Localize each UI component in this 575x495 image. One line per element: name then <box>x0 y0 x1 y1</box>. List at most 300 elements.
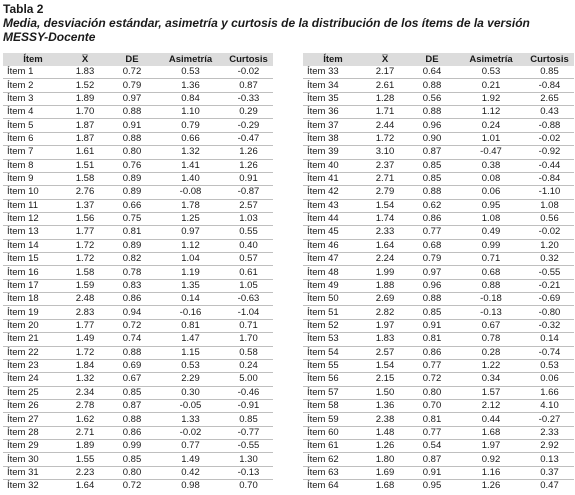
cell-skewness: 0.34 <box>457 373 525 386</box>
cell-skewness: 1.12 <box>157 239 224 252</box>
cell-item: Ítem 57 <box>303 386 363 399</box>
cell-mean: 1.50 <box>363 386 407 399</box>
cell-skewness: 1.57 <box>457 386 525 399</box>
cell-item: Ítem 60 <box>303 426 363 439</box>
cell-sd: 0.88 <box>407 106 457 119</box>
cell-kurtosis: 0.37 <box>525 466 574 479</box>
cell-kurtosis: -0.02 <box>525 132 574 145</box>
cell-sd: 0.88 <box>107 106 157 119</box>
cell-kurtosis: 0.24 <box>224 359 273 372</box>
cell-skewness: 1.68 <box>457 426 525 439</box>
cell-mean: 1.37 <box>63 199 107 212</box>
table-row <box>303 306 574 319</box>
table-row <box>3 293 273 306</box>
cell-mean: 2.34 <box>63 386 107 399</box>
cell-mean: 1.72 <box>63 253 107 266</box>
table-row <box>3 426 273 439</box>
cell-skewness: 1.40 <box>157 172 224 185</box>
cell-mean: 1.32 <box>63 373 107 386</box>
cell-item: Ítem 44 <box>303 212 363 225</box>
cell-sd: 0.85 <box>407 159 457 172</box>
table-row <box>303 413 574 426</box>
cell-mean: 2.78 <box>63 399 107 412</box>
cell-kurtosis: -0.21 <box>525 279 574 292</box>
cell-sd: 0.75 <box>107 212 157 225</box>
cell-sd: 0.96 <box>407 119 457 132</box>
cell-sd: 0.91 <box>407 466 457 479</box>
cell-item: Ítem 58 <box>303 399 363 412</box>
cell-skewness: 1.04 <box>157 253 224 266</box>
cell-mean: 2.44 <box>363 119 407 132</box>
cell-sd: 0.81 <box>107 226 157 239</box>
cell-mean: 2.38 <box>363 413 407 426</box>
cell-skewness: 0.71 <box>457 253 525 266</box>
cell-item: Ítem 6 <box>3 132 63 145</box>
cell-sd: 0.79 <box>407 253 457 266</box>
cell-skewness: 1.35 <box>157 279 224 292</box>
cell-sd: 0.54 <box>407 440 457 453</box>
cell-sd: 0.90 <box>407 132 457 145</box>
cell-skewness: -0.16 <box>157 306 224 319</box>
table-label: Tabla 2 <box>3 2 44 16</box>
cell-sd: 0.86 <box>407 212 457 225</box>
cell-skewness: 1.19 <box>157 266 224 279</box>
cell-kurtosis: 0.91 <box>224 172 273 185</box>
cell-mean: 1.54 <box>363 359 407 372</box>
table-row <box>3 199 273 212</box>
table-row <box>303 132 574 145</box>
table-row <box>3 212 273 225</box>
cell-kurtosis: 0.13 <box>525 453 574 466</box>
cell-sd: 0.80 <box>107 146 157 159</box>
cell-mean: 1.77 <box>63 226 107 239</box>
table-row <box>3 266 273 279</box>
cell-item: Ítem 48 <box>303 266 363 279</box>
cell-item: Ítem 53 <box>303 333 363 346</box>
table-row <box>303 199 574 212</box>
cell-item: Ítem 9 <box>3 172 63 185</box>
cell-skewness: 1.01 <box>457 132 525 145</box>
cell-sd: 0.89 <box>107 186 157 199</box>
cell-item: Ítem 43 <box>303 199 363 212</box>
table-row <box>303 92 574 105</box>
table-row <box>3 106 273 119</box>
cell-mean: 1.55 <box>63 453 107 466</box>
table-row <box>303 293 574 306</box>
cell-item: Ítem 45 <box>303 226 363 239</box>
cell-item: Ítem 27 <box>3 413 63 426</box>
header-sd: DE <box>407 53 457 66</box>
table-header-row <box>3 53 273 66</box>
cell-item: Ítem 24 <box>3 373 63 386</box>
cell-kurtosis: -0.69 <box>525 293 574 306</box>
cell-item: Ítem 37 <box>303 119 363 132</box>
cell-mean: 1.70 <box>63 106 107 119</box>
cell-item: Ítem 17 <box>3 279 63 292</box>
table-row <box>3 172 273 185</box>
cell-item: Ítem 54 <box>303 346 363 359</box>
cell-skewness: 1.10 <box>157 106 224 119</box>
table-row <box>3 359 273 372</box>
cell-sd: 0.72 <box>122 480 142 492</box>
table-row <box>3 453 273 466</box>
cell-item: Ítem 34 <box>303 79 363 92</box>
cell-kurtosis: -0.88 <box>525 119 574 132</box>
cell-mean: 2.71 <box>63 426 107 439</box>
cell-sd: 0.88 <box>107 346 157 359</box>
cell-skewness: 1.16 <box>457 466 525 479</box>
cell-mean: 1.97 <box>363 319 407 332</box>
cell-kurtosis: 0.29 <box>224 106 273 119</box>
cell-skewness: 0.92 <box>457 453 525 466</box>
cell-skewness: 0.42 <box>157 466 224 479</box>
cell-item: Ítem 26 <box>3 399 63 412</box>
cell-kurtosis: 0.57 <box>224 253 273 266</box>
cell-kurtosis: -0.44 <box>525 159 574 172</box>
cell-item: Ítem 62 <box>303 453 363 466</box>
cell-item: Ítem 31 <box>3 466 63 479</box>
cell-sd: 0.85 <box>107 453 157 466</box>
cell-kurtosis: 0.53 <box>525 359 574 372</box>
cell-skewness: 1.22 <box>457 359 525 372</box>
table-row <box>303 253 574 266</box>
cell-kurtosis: 2.92 <box>525 440 574 453</box>
cell-mean: 2.57 <box>363 346 407 359</box>
table-row <box>303 279 574 292</box>
cell-sd: 0.80 <box>107 466 157 479</box>
cell-skewness: 1.25 <box>157 212 224 225</box>
cell-skewness: 0.95 <box>457 199 525 212</box>
cell-mean: 1.54 <box>363 199 407 212</box>
cell-mean: 1.87 <box>63 119 107 132</box>
table-row <box>3 373 273 386</box>
cell-kurtosis: 1.03 <box>224 212 273 225</box>
table-row <box>3 66 273 79</box>
cell-sd: 0.99 <box>107 440 157 453</box>
cell-item: Ítem 61 <box>303 440 363 453</box>
cell-skewness: 1.36 <box>157 79 224 92</box>
cell-skewness: 0.21 <box>457 79 525 92</box>
cell-skewness: 1.08 <box>457 212 525 225</box>
table-row <box>303 79 574 92</box>
table-header-row <box>303 53 574 66</box>
cell-sd: 0.69 <box>107 359 157 372</box>
cell-mean: 1.58 <box>63 266 107 279</box>
cell-kurtosis: -0.55 <box>224 440 273 453</box>
cell-skewness: 0.77 <box>157 440 224 453</box>
cell-item: Ítem 20 <box>3 319 63 332</box>
cell-item: Ítem 25 <box>3 386 63 399</box>
table-row <box>3 346 273 359</box>
cell-kurtosis: 2.33 <box>525 426 574 439</box>
cell-skewness: 1.33 <box>157 413 224 426</box>
cell-kurtosis: -0.74 <box>525 346 574 359</box>
cell-kurtosis: 0.61 <box>224 266 273 279</box>
table-row <box>3 159 273 172</box>
cell-item: Ítem 7 <box>3 146 63 159</box>
cell-skewness: -0.05 <box>157 399 224 412</box>
cell-mean: 2.79 <box>363 186 407 199</box>
cell-skewness: 0.24 <box>457 119 525 132</box>
cell-mean: 1.62 <box>63 413 107 426</box>
cell-skewness: 0.53 <box>157 66 224 79</box>
cell-kurtosis: 0.56 <box>525 212 574 225</box>
cell-kurtosis: 0.58 <box>224 346 273 359</box>
table-row <box>303 333 574 346</box>
cell-skewness: 1.78 <box>157 199 224 212</box>
cell-kurtosis: 1.20 <box>525 239 574 252</box>
cell-skewness: 0.88 <box>457 279 525 292</box>
cell-kurtosis: -0.29 <box>224 119 273 132</box>
cell-skewness: 1.49 <box>157 453 224 466</box>
cell-mean: 1.83 <box>63 66 107 79</box>
cell-sd: 0.77 <box>407 426 457 439</box>
cell-item: Ítem 23 <box>3 359 63 372</box>
cell-sd: 0.88 <box>407 79 457 92</box>
cell-item: Ítem 39 <box>303 146 363 159</box>
cell-mean: 1.26 <box>363 440 407 453</box>
table-row <box>3 480 273 493</box>
table-row <box>303 66 574 79</box>
cell-skewness: 1.97 <box>457 440 525 453</box>
cell-mean: 1.28 <box>363 92 407 105</box>
cell-sd: 0.81 <box>407 333 457 346</box>
cell-skewness: 1.26 <box>481 480 501 492</box>
cell-kurtosis: 1.26 <box>224 159 273 172</box>
header-skewness: Asimetría <box>157 53 224 66</box>
cell-skewness: 2.12 <box>457 399 525 412</box>
cell-item: Ítem 13 <box>3 226 63 239</box>
cell-sd: 0.97 <box>107 92 157 105</box>
cell-skewness: 0.08 <box>457 172 525 185</box>
table-row <box>3 92 273 105</box>
cell-mean: 2.17 <box>363 66 407 79</box>
cell-skewness: 1.32 <box>157 146 224 159</box>
cell-kurtosis: 0.55 <box>224 226 273 239</box>
cell-sd: 0.95 <box>422 480 442 492</box>
cell-mean: 1.87 <box>63 132 107 145</box>
cell-item: Ítem 19 <box>3 306 63 319</box>
cell-skewness: 0.66 <box>157 132 224 145</box>
cell-item: Ítem 52 <box>303 319 363 332</box>
table-row <box>303 266 574 279</box>
cell-mean: 2.33 <box>363 226 407 239</box>
cell-sd: 0.97 <box>407 266 457 279</box>
cell-sd: 0.81 <box>407 413 457 426</box>
cell-item: Ítem 14 <box>3 239 63 252</box>
cell-kurtosis: -0.87 <box>224 186 273 199</box>
cell-sd: 0.85 <box>107 386 157 399</box>
cell-item: Ítem 29 <box>3 440 63 453</box>
cell-kurtosis: 0.71 <box>224 319 273 332</box>
cell-item: Ítem 10 <box>3 186 63 199</box>
cell-sd: 0.72 <box>107 66 157 79</box>
cell-skewness: -0.18 <box>457 293 525 306</box>
cell-kurtosis: 0.87 <box>224 79 273 92</box>
cell-item: Ítem 15 <box>3 253 63 266</box>
cell-kurtosis: -0.13 <box>224 466 273 479</box>
header-kurtosis: Curtosis <box>525 53 574 66</box>
cell-kurtosis: -0.63 <box>224 293 273 306</box>
cell-mean: 2.69 <box>363 293 407 306</box>
cell-item: Ítem 51 <box>303 306 363 319</box>
cell-kurtosis: -0.77 <box>224 426 273 439</box>
cell-sd: 0.77 <box>407 359 457 372</box>
cell-kurtosis: 0.85 <box>525 66 574 79</box>
cell-mean: 1.71 <box>363 106 407 119</box>
table-row <box>303 399 574 412</box>
cell-mean: 1.64 <box>363 239 407 252</box>
table-row <box>303 466 574 479</box>
cell-sd: 0.72 <box>107 319 157 332</box>
cell-mean: 2.48 <box>63 293 107 306</box>
cell-skewness: -0.13 <box>457 306 525 319</box>
cell-item: Ítem 12 <box>3 212 63 225</box>
table-row <box>303 426 574 439</box>
cell-kurtosis: 1.05 <box>224 279 273 292</box>
header-mean: X̅ <box>63 53 107 66</box>
cell-item: Ítem 49 <box>303 279 363 292</box>
cell-item: Ítem 36 <box>303 106 363 119</box>
cell-skewness: 1.41 <box>157 159 224 172</box>
table-row <box>303 239 574 252</box>
cell-sd: 0.91 <box>107 119 157 132</box>
cell-skewness: -0.08 <box>157 186 224 199</box>
cell-skewness: 0.67 <box>457 319 525 332</box>
cell-item: Ítem 50 <box>303 293 363 306</box>
cell-item: Ítem 46 <box>303 239 363 252</box>
cell-mean: 1.56 <box>63 212 107 225</box>
cell-item: Ítem 30 <box>3 453 63 466</box>
cell-sd: 0.89 <box>107 172 157 185</box>
table-row <box>3 186 273 199</box>
table-caption <box>3 2 573 44</box>
cell-item: Ítem 11 <box>3 199 63 212</box>
cell-skewness: 1.47 <box>157 333 224 346</box>
cell-sd: 0.86 <box>107 426 157 439</box>
header-mean: X̅ <box>363 53 407 66</box>
cell-item: Ítem 21 <box>3 333 63 346</box>
table-row <box>3 132 273 145</box>
cell-mean: 1.72 <box>63 239 107 252</box>
table-row <box>303 146 574 159</box>
cell-item: Ítem 59 <box>303 413 363 426</box>
cell-kurtosis: 0.06 <box>525 373 574 386</box>
cell-mean: 1.51 <box>63 159 107 172</box>
table-title: Media, desviación estándar, asimetría y curtosis de la distribución de los ítems de la versión MESSY-Docente <box>3 16 530 44</box>
cell-item: Ítem 2 <box>3 79 63 92</box>
cell-item: Ítem 8 <box>3 159 63 172</box>
cell-mean: 2.37 <box>363 159 407 172</box>
table-row <box>303 172 574 185</box>
cell-kurtosis: -0.33 <box>224 92 273 105</box>
cell-item: Ítem 18 <box>3 293 63 306</box>
header-kurtosis: Curtosis <box>224 53 273 66</box>
cell-kurtosis: -0.92 <box>525 146 574 159</box>
cell-skewness: 0.28 <box>457 346 525 359</box>
header-item: Ítem <box>303 53 363 66</box>
cell-kurtosis: 0.47 <box>540 480 559 492</box>
cell-item: Ítem 28 <box>3 426 63 439</box>
cell-kurtosis: 0.40 <box>224 239 273 252</box>
cell-kurtosis: -0.55 <box>525 266 574 279</box>
cell-mean: 1.80 <box>363 453 407 466</box>
cell-mean: 2.15 <box>363 373 407 386</box>
cell-kurtosis: -0.02 <box>525 226 574 239</box>
cell-sd: 0.62 <box>407 199 457 212</box>
cell-sd: 0.77 <box>407 226 457 239</box>
cell-sd: 0.88 <box>107 132 157 145</box>
cell-sd: 0.85 <box>407 172 457 185</box>
cell-sd: 0.87 <box>407 453 457 466</box>
cell-sd: 0.67 <box>107 373 157 386</box>
cell-kurtosis: -0.84 <box>525 79 574 92</box>
table-row <box>3 333 273 346</box>
cell-skewness: 0.06 <box>457 186 525 199</box>
cell-mean: 1.64 <box>75 480 95 492</box>
cell-skewness: 0.81 <box>157 319 224 332</box>
cell-mean: 2.82 <box>363 306 407 319</box>
cell-skewness: 0.14 <box>157 293 224 306</box>
cell-kurtosis: 0.43 <box>525 106 574 119</box>
cell-item: Ítem 35 <box>303 92 363 105</box>
table-row <box>3 319 273 332</box>
table-row <box>303 453 574 466</box>
cell-skewness: 1.15 <box>157 346 224 359</box>
cell-kurtosis: 1.70 <box>224 333 273 346</box>
cell-mean: 1.88 <box>363 279 407 292</box>
cell-skewness: 0.68 <box>457 266 525 279</box>
cell-mean: 2.83 <box>63 306 107 319</box>
table-row <box>303 186 574 199</box>
cell-kurtosis: 2.57 <box>224 199 273 212</box>
cell-skewness: 0.38 <box>457 159 525 172</box>
cell-kurtosis: 1.26 <box>224 146 273 159</box>
cell-skewness: 0.79 <box>157 119 224 132</box>
cell-skewness: 0.99 <box>457 239 525 252</box>
cell-sd: 0.91 <box>407 319 457 332</box>
cell-mean: 1.99 <box>363 266 407 279</box>
cell-kurtosis: -0.27 <box>525 413 574 426</box>
cell-mean: 2.61 <box>363 79 407 92</box>
table-row <box>303 346 574 359</box>
cell-sd: 0.79 <box>107 79 157 92</box>
cell-item: Ítem 40 <box>303 159 363 172</box>
cell-skewness: 0.53 <box>457 66 525 79</box>
cell-sd: 0.76 <box>107 159 157 172</box>
cell-kurtosis: 1.08 <box>525 199 574 212</box>
table-row <box>303 359 574 372</box>
cell-skewness: 0.97 <box>157 226 224 239</box>
cell-item: Ítem 42 <box>303 186 363 199</box>
cell-sd: 0.87 <box>107 399 157 412</box>
cell-mean: 1.48 <box>363 426 407 439</box>
table-row <box>3 399 273 412</box>
cell-mean: 1.89 <box>63 440 107 453</box>
cell-mean: 2.71 <box>363 172 407 185</box>
cell-sd: 0.72 <box>407 373 457 386</box>
cell-skewness: 0.98 <box>181 480 200 492</box>
cell-mean: 1.72 <box>63 346 107 359</box>
cell-skewness: 0.30 <box>157 386 224 399</box>
cell-sd: 0.83 <box>107 279 157 292</box>
cell-item: Ítem 47 <box>303 253 363 266</box>
cell-sd: 0.96 <box>407 279 457 292</box>
table-row <box>3 239 273 252</box>
cell-mean: 1.89 <box>63 92 107 105</box>
cell-sd: 0.80 <box>407 386 457 399</box>
cell-sd: 0.68 <box>407 239 457 252</box>
